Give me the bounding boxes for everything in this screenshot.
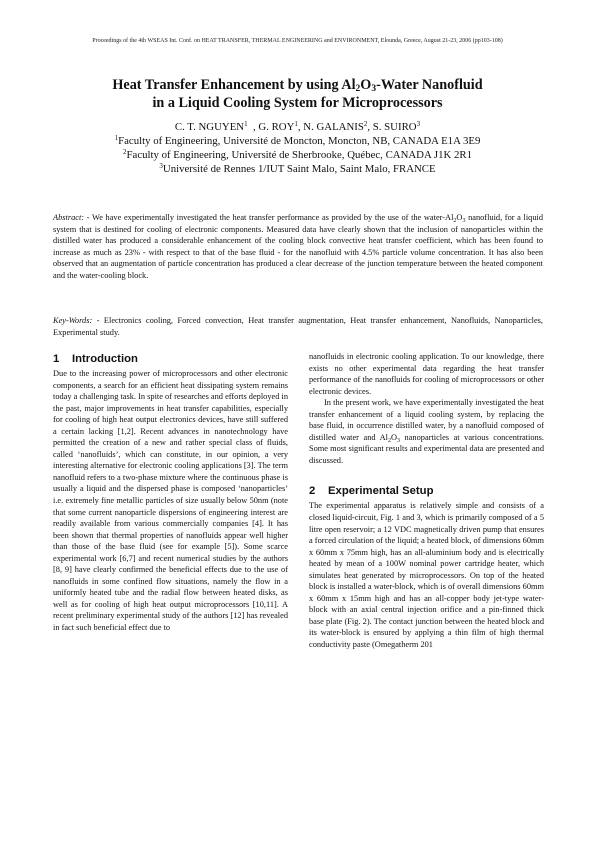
running-head: Proceedings of the 4th WSEAS Int. Conf. on HEAT TRANSFER, THERMAL ENGINEERING and ENVIRONMENT, Elounda, Greece, August 21-23, 2006 (pp103-108): [92, 38, 503, 44]
section-heading-experimental-setup: 2 Experimental Setup: [309, 485, 434, 498]
intro-paragraph-2: In the present work, we have experimentally investigated the heat transfer enhancement of a liquid cooling system, by replacing the base fluid, in occurrence distilled water, by a nanofluid composed of distilled water and $Al_2O_3$ nanoparticles at various concentrations. Some most significant results and experimental data are presented and discussed.: [309, 398, 544, 465]
section-heading-introduction: 1 Introduction: [53, 353, 138, 365]
title-line-1: Heat Transfer Enhancement by using $Al_2O_3$-Water Nanofluid: [112, 77, 483, 94]
setup-paragraph-1: The experimental apparatus is relatively simple and consists of a closed liquid-circuit, Fig. 1 and 3, which is primarily composed of a 5 litre open reservoir; a 12 VDC magnetically driven pump that ensures a forced circulation of the liquid; a heated block, of dimensions 60mm x 60mm x 75mm high, has an all-aluminium body and is electrically heated by mean of a 100W nominal power cartridge heater, which simulates heat generated by microprocessors. On top of the heated block is installed a water-block, which is of overall dimensions 60mm x 60mm x 15mm high and has an all-copper body jet-type water-block with an axial central injection orifice and a pin-finned thick base plate (Fig. 2). The contact junction between the heated block and its water-block is ensured by applying a thin film of high thermal conductivity paste (Omegatherm 201: [309, 501, 544, 650]
intro-paragraph-1-continued: nanofluids in electronic cooling application. To our knowledge, there exists no other experimental data regarding the heat transfer performance of the nanofluids for cooling of microprocessors or other electronic devices.: [309, 352, 544, 396]
keywords: Key-Words: - Electronics cooling, Forced convection, Heat transfer augmentation, Heat transfer enhancement, Nanofluids, Nanoparticles, Experimental study.: [53, 316, 543, 337]
paper-title: [40, 76, 555, 112]
abstract: Abstract: - We have experimentally investigated the heat transfer performance as provided by the use of the water-$Al_2O_3$ nanofluid, for a liquid system that is destined for cooling of electronic components. Measured data have clearly shown that the inclusion of nanoparticles within the distilled water has produced a considerable enhancement of the cooling block convective heat transfer coefficient, which has been found to increase as much as 23% - with respect to that of the base fluid - for the nanofluid with 4.5% particle volume concentration. It has also been observed that an augmentation of particle concentration has produced a clear decrease of the junction temperature between the heated component and the water-cooling block.: [53, 213, 544, 280]
author-names: C. T. NGUYEN$^1$ , G. ROY$^1$, N. GALANIS$^2$, S. SUIRO$^3$: [174, 120, 421, 133]
author-block: [40, 120, 555, 176]
right-column: [309, 351, 544, 651]
title-line-2: in a Liquid Cooling System for Microprocessors: [152, 95, 443, 111]
intro-paragraph-1: Due to the increasing power of microprocessors and other electronic components, a search for an efficient heat dissipating system remains today a challenging task. In spite of researches and efforts deployed in the past, major improvements in heat transfer capabilities, especially for cooling of high heat output electronics devices, have still suffered a certain lacking [1,2]. Recent advances in nanotechnology have permitted the creation of a new and rather special class of fluids, called ‘nanofluids’, which can constitute, in our opinion, a very interesting alternative for electronic cooling applications [3]. The term nanofluid refers to a two-phase mixture where the continuous phase is usually a liquid and the dispersed phase is composed ‘nanoparticles’ i.e. extremely fine metallic particles of size usually below 50nm (note that some current nanoparticle dispersions of engineering interest are readily available from various commercially companies [4]. It has been shown that thermal properties of nanofluids appear well higher than those of the base fluid (see for example [5]). Some scarce experimental work [6,7] and recent numerical studies by the authors [8, 9] have clearly confirmed the beneficial effects due to the use of nanofluids in some confined flow situations, namely the flow in a uniformly heated tube and the radial flow between heated disks, as well as for cooling of high heat output microprocessors [10,11]. A recent preliminary experimental study of the authors [12] has revealed in fact such beneficial effect due to: [53, 369, 289, 633]
affiliation-3: $^3$Université de Rennes 1/IUT Saint Malo, Saint Malo, FRANCE: [159, 162, 436, 175]
affiliation-1: $^1$Faculty of Engineering, Université de Moncton, Moncton, NB, CANADA E1A 3E9: [114, 134, 481, 147]
abstract-label: Abstract:: [53, 213, 85, 222]
affiliation-2: $^2$Faculty of Engineering, Université de Sherbrooke, Québec, CANADA J1K 2R1: [123, 148, 472, 161]
section-spacer: [309, 466, 544, 484]
left-column: [53, 352, 288, 634]
keywords-label: Key-Words:: [53, 316, 93, 325]
